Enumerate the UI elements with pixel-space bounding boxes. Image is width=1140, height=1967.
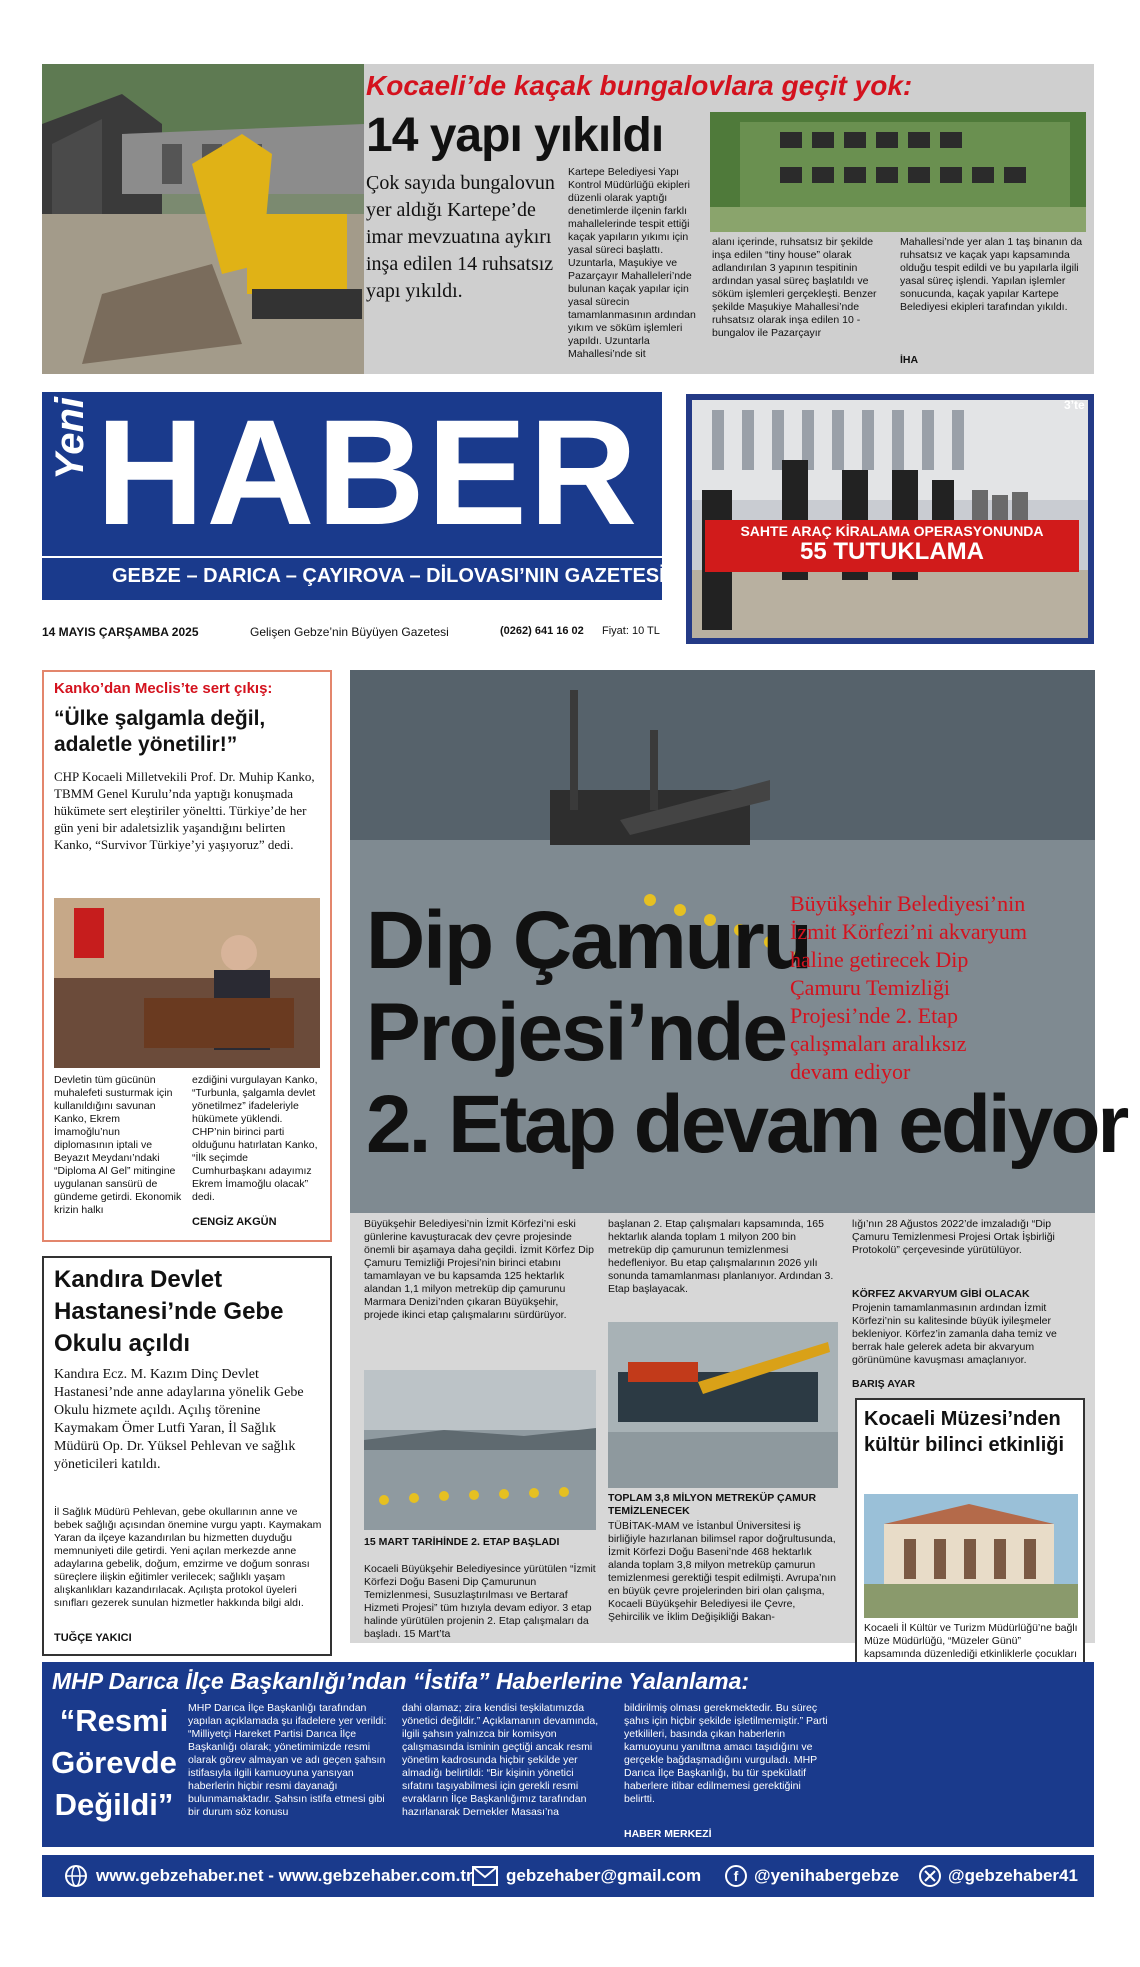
slogan: Gelişen Gebze’nin Büyüyen Gazetesi	[250, 625, 449, 639]
mhp-author: HABER MERKEZİ	[624, 1828, 712, 1840]
main-col-3: lığı’nın 28 Ağustos 2022’de imzaladığı “Dip Çamuru Temizlenmesi Projesi Ortak İşbirliği Protokolü” çerçevesinde yürütülüyor.	[852, 1218, 1055, 1256]
masthead-yeni: Yeni	[48, 397, 92, 480]
footer-email[interactable]: gebzehaber@gmail.com	[506, 1866, 702, 1885]
main-col-2: başlanan 2. Etap çalışmaları kapsamında, 165 hektarlık alanda toplam 1 milyon 200 bin metreküp dip çamurunun temizlenmesi hedefleniyor. Bu etap çalışmalarının 2026 yılı sonunda tamamlanması planlanıyor. Ardından 3. Etap başlayacak.	[608, 1218, 834, 1295]
top-story-agency: İHA	[900, 354, 919, 366]
top-story-col-3: Mahallesi’nde yer alan 1 taş binanın da ruhsatsız ve kaçak yapı kapsamında olduğu tespit edildi ve bu yapılarla ilgili yasal süreç işlendi. Yapılan işlemler sonucunda, kaçak yapılar Kartepe Belediyesi ekipleri tarafından yıkıldı.	[900, 236, 1083, 313]
top-story-col-1: Kartepe Belediyesi Yapı Kontrol Müdürlüğü ekipleri düzenli olarak yaptığı denetimlerde ilçenin farklı mahallelerinde tespit ettiği kaçak yapıların yıkımı için yasal süreci başlattı. Uzuntarla, Maşukiye ve Pazarçayır Mahalleleri’nde bulunan kaçak yapılar için yasal sürecin tamamlanmasının ardından yıkım ve söküm işlemleri yapıldı. Uzuntarla Mahallesi’nde sit	[568, 166, 696, 360]
mhp-col-3: bildirilmiş olması gerekmektedir. Bu süreç şahıs için hiçbir şekilde işletilmemiştir.” Parti yetkilileri, basında çıkan haberlerin kamuoyunu yanıltma amacı taşıdığını ve gerçekle bağdaşmadığını vurguladı. MHP Darıca İlçe Başkanlığı, bu tür spekülatif haberlere itibar edilmemesi gerektiğini belirtti.	[624, 1702, 828, 1805]
kanko-headline: “Ülke şalgamla değil, adaletle yönetilir!”	[54, 707, 266, 756]
price: Fiyat: 10 TL	[602, 625, 660, 637]
main-caption-1: 15 MART TARİHİNDE 2. ETAP BAŞLADI	[364, 1536, 560, 1548]
footer-websites[interactable]: www.gebzehaber.net - www.gebzehaber.com.tr	[96, 1866, 473, 1885]
main-col-3b: Projenin tamamlanmasının ardından İzmit Körfezi’nin su kalitesinde büyük iyileşmeler bekleniyor. Körfez’in zamanla daha temiz ve berrak hale gelerek adeta bir akvaryum görünümüne kavuşması amaçlanıyor.	[852, 1302, 1057, 1366]
masthead-divider	[42, 556, 662, 558]
museum-photo	[864, 1494, 1078, 1618]
main-headline-line-1: Dip Çamuru	[366, 895, 811, 986]
main-author: BARIŞ AYAR	[852, 1378, 916, 1390]
kandira-lead: Kandıra Ecz. M. Kazım Dinç Devlet Hastanesi’nde anne adaylarına yönelik Gebe Okulu hizmete açıldı. Açılış törenine Kaymakam Ömer Lutfi Yaran, İl Sağlık Müdürü Op. Dr. Yüksel Pehlevan ve sağlık yöneticileri katıldı.	[54, 1367, 304, 1472]
email-icon	[472, 1866, 498, 1886]
excavator-photo	[42, 64, 364, 374]
kanko-col-2: ezdiğini vurgulayan Kanko, “Turbunla, şalgamla devlet yönetilmez” ifadeleriyle hükümete yüklendi. CHP’nin birinci parti olduğunu hatırlatan Kanko, “İlk seçimde Cumhurbaşkanı adayımız Ekrem İmamoğlu olacak” dedi.	[192, 1074, 318, 1203]
kanko-lead: CHP Kocaeli Milletvekili Prof. Dr. Muhip Kanko, TBMM Genel Kurulu’nda yaptığı konuşmada hükümete sert eleştiriler yöneltti. Türkiye’de her gün yeni bir adaletsizlik yaşandığını belirten Kanko, “Survivor Türkiye’yi yaşıyoruz” dedi.	[54, 769, 315, 852]
main-headline-line-2: Projesi’nde	[366, 987, 787, 1078]
main-caption-3: KÖRFEZ AKVARYUM GİBİ OLACAK	[852, 1288, 1030, 1300]
kandira-body: İl Sağlık Müdürü Pehlevan, gebe okullarının anne ve bebek sağlığı açısından önemine vurgu yaptı. Kaymakam Yaran da ilçeye kazandırılan bu hizmetten duyduğu memnuniyeti dile getirdi. Yeni açılan merkezde anne adaylarına gebelik, doğum, emzirme ve doğum sonrası süreçlere ilişkin eğitimler verilecek; sağlıklı yaşam alışkanlıkları kazandırılacak. Açılışta protokol üyeleri sınıfları gezerek sunulan hizmetler hakkında bilgi aldı.	[54, 1506, 322, 1609]
dredger-closeup-photo	[608, 1322, 838, 1488]
issue-date: 14 MAYIS ÇARŞAMBA 2025	[42, 625, 199, 639]
phone-number: (0262) 641 16 02	[500, 625, 584, 637]
top-story-lead: Çok sayıda bungalovun yer aldığı Kartepe’de imar mevzuatına aykırı inşa edilen 14 ruhsatsız yapı yıkıldı.	[366, 172, 555, 302]
muze-body: Kocaeli İl Kültür ve Turizm Müdürlüğü’ne bağlı Müze Müdürlüğü, “Müzeler Günü” kapsamında düzenlediği etkinliklerle çocukları	[864, 1622, 1078, 1660]
top-story-headline: 14 yapı yıkıldı	[366, 109, 664, 162]
buoy-line-photo	[364, 1370, 596, 1530]
kanko-kicker: Kanko’dan Meclis’te sert çıkış:	[54, 680, 273, 697]
mhp-quote: “Resmi Görevde Değildi”	[51, 1703, 177, 1822]
kanko-photo	[54, 898, 320, 1068]
promo-page-ref: 3’te	[1064, 398, 1085, 412]
promo-line-2: 55 TUTUKLAMA	[800, 538, 984, 565]
kanko-col-1: Devletin tüm gücünün muhalefeti susturmak için kullanıldığını savunan Kanko, Ekrem İmamoğlu’nun diplomasının iptali ve Beyazıt Meydanı’ndaki “Diploma Al Gel” mitingine uygulanan sansürü de gündeme getirdi. Ekonomik krizin halkı	[54, 1074, 182, 1216]
kandira-author: TUĞÇE YAKICI	[54, 1632, 132, 1644]
masthead-title: HABER	[96, 388, 640, 556]
kandira-headline: Kandıra Devlet Hastanesi’nde Gebe Okulu açıldı	[54, 1266, 284, 1357]
mhp-kicker: MHP Darıca İlçe Başkanlığı’ndan “İstifa” Haberlerine Yalanlama:	[52, 1668, 750, 1694]
svg-text:f: f	[733, 1868, 739, 1884]
x-icon	[918, 1864, 942, 1888]
mhp-col-1: MHP Darıca İlçe Başkanlığı tarafından yapılan açıklamada şu ifadelere yer verildi: “Milliyetçi Hareket Partisi Darıca İlçe Başkanlığı olarak; yönetimimizde resmi olarak görev almayan ve adı geçen şahsın istifasıyla ilgili kamuoyuna yansıyan haberlerin hiçbir resmi dayanağı bulunmamaktadır. Şahsın istifa etmesi gibi bir durum söz konusu	[188, 1702, 387, 1818]
footer-facebook[interactable]: @yenihabergebze	[754, 1866, 900, 1885]
facebook-icon	[724, 1864, 748, 1888]
promo-banner	[705, 520, 1079, 572]
main-caption-2: TOPLAM 3,8 MİLYON METREKÜP ÇAMUR TEMİZLENECEK	[608, 1492, 817, 1517]
promo-line-1: SAHTE ARAÇ KİRALAMA OPERASYONUNDA	[740, 523, 1044, 539]
top-story-col-2: alanı içerinde, ruhsatsız bir şekilde inşa edilen “tiny house” olarak adlandırılan 3 yapının tespitinin ardından yasal süreç başlatıldı ve söküm işlemleri gerçekleşti. Benzer şekilde Maşukiye Mahallesi’nde ruhsatsız olarak inşa edilen 10 -bungalov ile Pazarçayır	[712, 236, 877, 339]
footer-x[interactable]: @gebzehaber41	[948, 1866, 1078, 1885]
main-col-1: Büyükşehir Belediyesi’nin İzmit Körfezi’ni eski günlerine kavuşturacak dev çevre projesinde önemli bir aşamaya daha geçildi. İzmit Körfez Dip Çamuru Temizliği Projesi’nin birinci etabını tamamlayan ve bu kapsamda 125 hektarlık alandan 1,1 milyon metreküp dip çamurunu Marmara Denizi’nden çıkaran Büyükşehir, projede ikinci etap çalışmalarını sürdürüyor.	[364, 1218, 594, 1321]
globe-icon	[64, 1864, 88, 1888]
main-col-2b: TÜBİTAK-MAM ve İstanbul Üniversitesi iş birliğiyle hazırlanan bilimsel rapor doğrultusunda, İzmit Körfezi Doğu Baseni’nde 468 hektarlık alanda toplam 3,8 milyon metreküp çamurun temizlenmesi gerektiği tespit edilmişti. Avrupa’nın en büyük çevre projelerinden biri olan çalışma, Kocaeli Büyükşehir Belediyesi ile Çevre, Şehircilik ve İklim Değişikliği Bakan-	[608, 1520, 836, 1623]
mhp-col-2: dahi olamaz; zira kendisi teşkilatımızda yönetici değildir.” Açıklamanın devamında, ilgili şahsın yalnızca bir komisyon çalışmasında isminin geçtiği ancak resmi yönetim kadrosunda hiçbir şekilde yer almadığı belirtildi: “Bir kişinin yönetici sıfatını taşıyabilmesi için gerekli resmi evrakların İlçe Başkanlığımız tarafından hazırlanarak Dernekler Masası’na	[402, 1702, 599, 1818]
muze-headline: Kocaeli Müzesi’nden kültür bilinci etkinliği	[864, 1408, 1065, 1456]
kanko-author: CENGİZ AKGÜN	[192, 1216, 277, 1228]
masthead-subtitle: GEBZE – DARICA – ÇAYIROVA – DİLOVASI’NIN GAZETESİ	[112, 565, 665, 587]
bungalow-aerial-photo	[710, 112, 1086, 232]
main-story-kicker: Büyükşehir Belediyesi’nin İzmit Körfezi’ni akvaryum haline getirecek Dip Çamuru Temizliği Projesi’nde 2. Etap çalışmaları aralıksız devam ediyor	[790, 891, 1028, 1084]
main-col-1b: Kocaeli Büyükşehir Belediyesince yürütülen “İzmit Körfezi Doğu Baseni Dip Çamurunun Temizlenmesi, Susuzlaştırılması ve Bertaraf Hizmeti Projesi” tüm hızıyla devam ediyor. 3 etap halinde yürütülen projenin 2. Etap çalışmaları da başladı. 15 Mart’ta	[364, 1563, 596, 1640]
top-story-kicker: Kocaeli’de kaçak bungalovlara geçit yok:	[366, 70, 913, 101]
promo-photo	[692, 400, 1088, 638]
main-headline-line-3: 2. Etap devam ediyor	[366, 1079, 1127, 1170]
